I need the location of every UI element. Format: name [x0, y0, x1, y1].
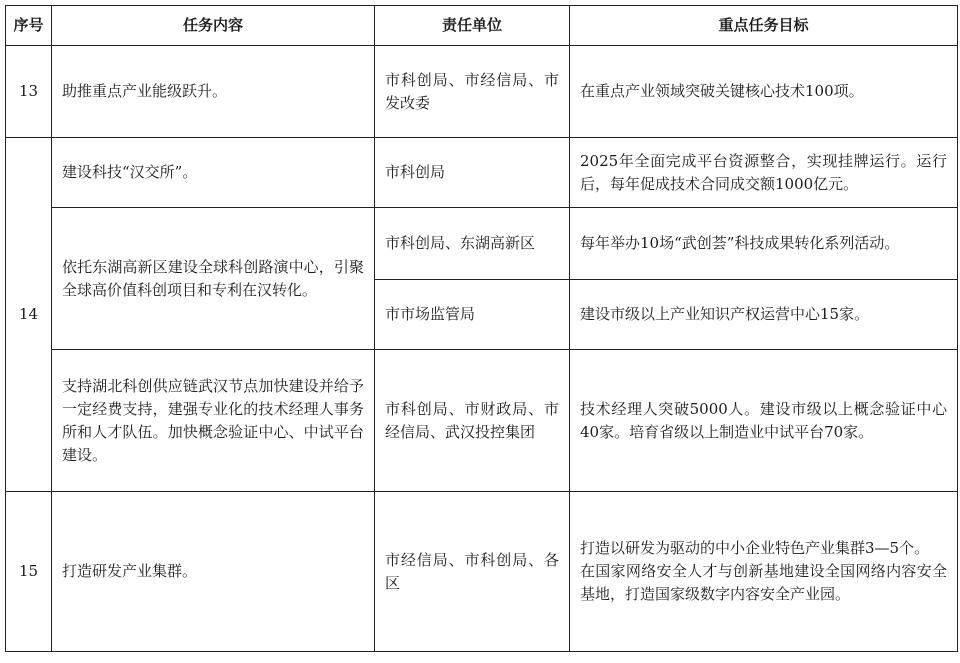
- row-serial: 15: [6, 492, 52, 652]
- responsible-unit-cell: 市经信局、市科创局、各区: [375, 492, 570, 652]
- responsible-unit-cell: 市科创局: [375, 138, 570, 208]
- table-row: [6, 492, 958, 652]
- key-goal-cell: 技术经理人突破5000人。建设市级以上概念验证中心40家。培育省级以上制造业中试平台70家。: [570, 350, 958, 492]
- task-content-cell: 助推重点产业能级跃升。: [52, 46, 375, 138]
- table-row: [6, 46, 958, 138]
- task-content-cell: 建设科技“汉交所”。: [52, 138, 375, 208]
- table-row: [6, 138, 958, 208]
- task-table: [5, 5, 958, 652]
- responsible-unit-cell: 市科创局、东湖高新区: [375, 208, 570, 280]
- header-key-goal: 重点任务目标: [570, 6, 958, 46]
- responsible-unit-cell: 市科创局、市财政局、市经信局、武汉投控集团: [375, 350, 570, 492]
- key-goal-cell: 2025年全面完成平台资源整合，实现挂牌运行。运行后，每年促成技术合同成交额1000亿元。: [570, 138, 958, 208]
- row-serial: 13: [6, 46, 52, 138]
- header-task-content: 任务内容: [52, 6, 375, 46]
- key-goal-cell: [570, 492, 958, 652]
- task-content-cell: 依托东湖高新区建设全球科创路演中心，引聚全球高价值科创项目和专利在汉转化。: [52, 208, 375, 350]
- key-goal-cell: 每年举办10场“武创荟”科技成果转化系列活动。: [570, 208, 958, 280]
- responsible-unit-cell: 市市场监管局: [375, 280, 570, 350]
- table-header-row: [6, 6, 958, 46]
- task-content-cell: 支持湖北科创供应链武汉节点加快建设并给予一定经费支持，建强专业化的技术经理人事务所和人才队伍。加快概念验证中心、中试平台建设。: [52, 350, 375, 492]
- header-serial: 序号: [6, 6, 52, 46]
- key-goal-line: 打造以研发为驱动的中小企业特色产业集群3—5个。: [580, 539, 930, 557]
- header-responsible-unit: 责任单位: [375, 6, 570, 46]
- task-content-cell: 打造研发产业集群。: [52, 492, 375, 652]
- key-goal-cell: 在重点产业领域突破关键核心技术100项。: [570, 46, 958, 138]
- responsible-unit-cell: 市科创局、市经信局、市发改委: [375, 46, 570, 138]
- key-goal-cell: 建设市级以上产业知识产权运营中心15家。: [570, 280, 958, 350]
- table-row: [6, 208, 958, 280]
- table-row: [6, 350, 958, 492]
- row-serial: 14: [6, 138, 52, 492]
- key-goal-line: 在国家网络安全人才与创新基地建设全国网络内容安全基地，打造国家级数字内容安全产业园。: [580, 562, 947, 603]
